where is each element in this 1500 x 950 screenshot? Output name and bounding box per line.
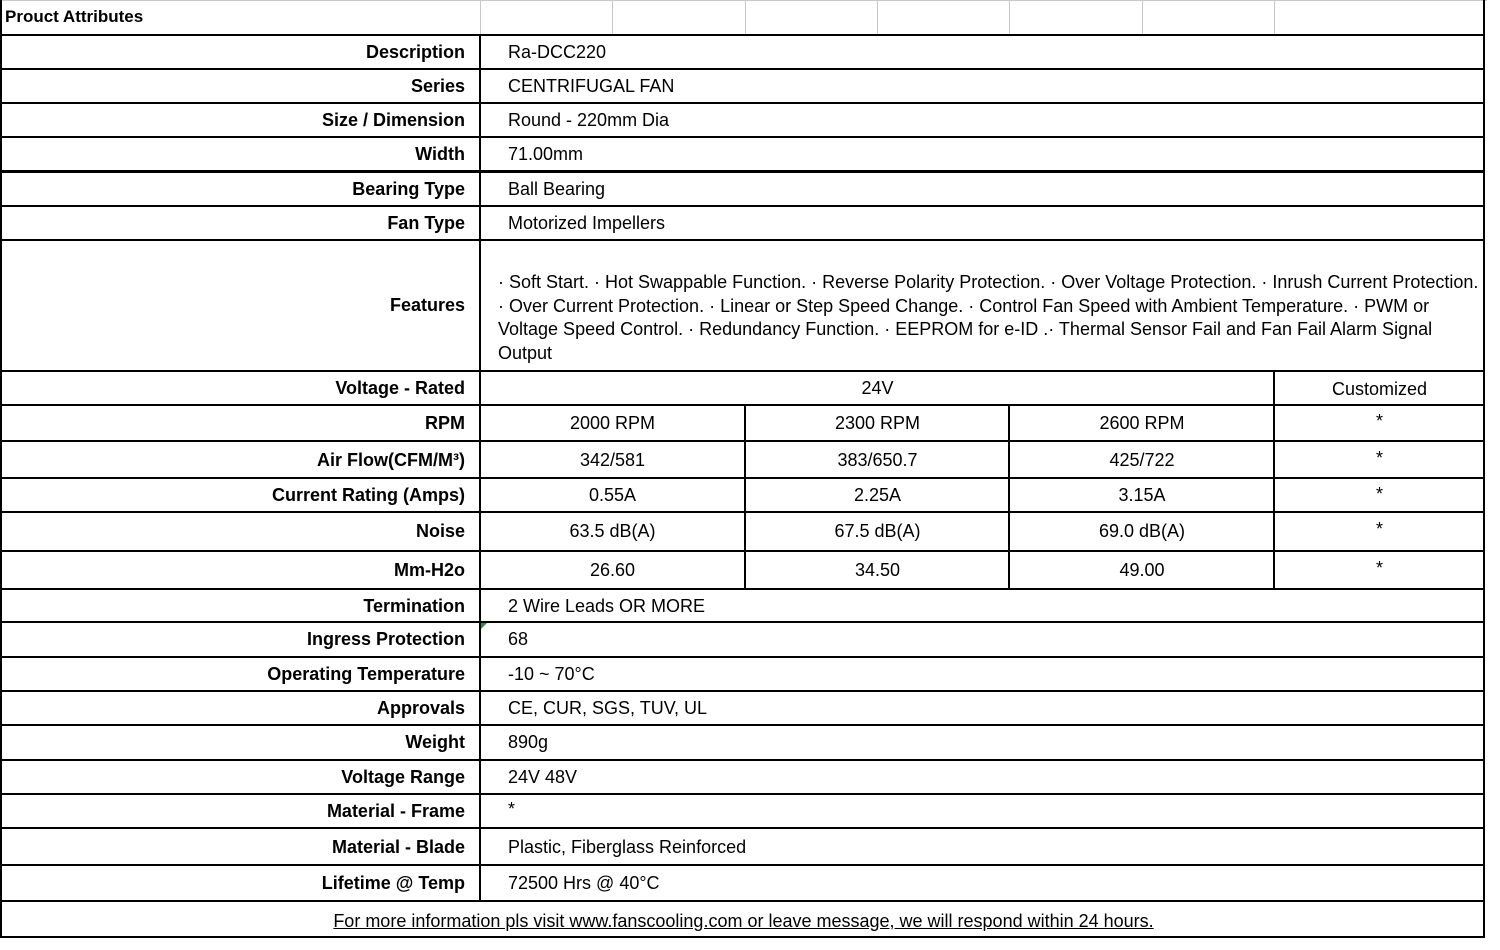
divider xyxy=(0,864,1485,866)
divider xyxy=(479,34,481,902)
row-label-ingress: Ingress Protection xyxy=(306,629,465,649)
row-value-series: CENTRIFUGAL FAN xyxy=(508,76,675,96)
divider xyxy=(0,900,1485,902)
row-value-lifetime: 72500 Hrs @ 40°C xyxy=(508,873,660,893)
row-value-op-temp: -10 ~ 70°C xyxy=(508,664,595,684)
row-value-material-blade: Plastic, Fiberglass Reinforced xyxy=(508,836,747,857)
divider xyxy=(0,68,1485,70)
voltage-rated-customized: Customized xyxy=(1331,379,1428,399)
row-label-series: Series xyxy=(410,76,465,96)
row-label-features: Features xyxy=(389,295,465,315)
rpm-col-3: 2600 RPM xyxy=(1099,413,1185,433)
divider xyxy=(612,0,613,34)
row-value-bearing: Ball Bearing xyxy=(508,179,606,199)
noise-col-1: 63.5 dB(A) xyxy=(569,521,656,541)
row-value-weight: 890g xyxy=(508,732,549,752)
row-label-voltage-rated: Voltage - Rated xyxy=(335,378,465,398)
row-label-fan-type: Fan Type xyxy=(387,213,465,233)
airflow-col-4: * xyxy=(1375,447,1383,468)
row-label-airflow: Air Flow(CFM/M³) xyxy=(317,449,465,470)
divider xyxy=(745,0,746,34)
current-col-2: 2.25A xyxy=(853,485,902,505)
divider xyxy=(0,936,1485,938)
row-value-approvals: CE, CUR, SGS, TUV, UL xyxy=(508,698,708,718)
airflow-col-2: 383/650.7 xyxy=(837,449,918,470)
divider xyxy=(0,477,1485,479)
divider xyxy=(0,588,1485,590)
row-label-width: Width xyxy=(415,144,465,164)
row-label-approvals: Approvals xyxy=(376,698,465,718)
divider xyxy=(0,550,1485,552)
divider xyxy=(0,170,1485,173)
row-value-description: Ra-DCC220 xyxy=(508,41,607,62)
mmh2o-col-3: 49.00 xyxy=(1119,559,1165,580)
mmh2o-col-4: * xyxy=(1375,557,1383,578)
divider xyxy=(0,0,1487,1)
row-label-voltage-range: Voltage Range xyxy=(341,767,465,787)
divider xyxy=(0,621,1485,623)
row-label-material-blade: Material - Blade xyxy=(331,836,465,857)
row-value-width: 71.00mm xyxy=(508,144,584,164)
divider xyxy=(0,793,1485,795)
divider xyxy=(1009,0,1010,34)
rpm-col-1: 2000 RPM xyxy=(569,413,656,433)
current-col-1: 0.55A xyxy=(588,485,637,505)
cell-comment-marker xyxy=(481,622,488,629)
row-label-op-temp: Operating Temperature xyxy=(267,664,465,684)
divider xyxy=(0,656,1485,658)
divider xyxy=(0,136,1485,138)
row-label-weight: Weight xyxy=(405,732,465,752)
divider xyxy=(0,440,1485,442)
current-col-4: * xyxy=(1375,484,1383,504)
divider xyxy=(0,34,1485,36)
row-value-termination: 2 Wire Leads OR MORE xyxy=(508,595,706,616)
divider xyxy=(1142,0,1143,34)
divider xyxy=(877,0,878,34)
mmh2o-col-2: 34.50 xyxy=(854,559,901,580)
divider xyxy=(0,205,1485,207)
noise-col-2: 67.5 dB(A) xyxy=(834,521,921,541)
divider xyxy=(0,690,1485,692)
divider xyxy=(0,827,1485,829)
row-label-description: Description xyxy=(365,41,465,62)
row-label-rpm: RPM xyxy=(425,413,465,433)
divider xyxy=(1008,405,1010,588)
rpm-col-2: 2300 RPM xyxy=(834,413,921,433)
current-col-3: 3.15A xyxy=(1118,485,1166,505)
divider xyxy=(0,0,2,938)
row-label-material-frame: Material - Frame xyxy=(326,801,465,821)
mmh2o-col-1: 26.60 xyxy=(589,559,636,580)
divider xyxy=(0,759,1485,761)
divider xyxy=(1274,0,1275,34)
row-value-size: Round - 220mm Dia xyxy=(508,110,670,130)
divider xyxy=(1483,0,1485,938)
row-label-termination: Termination xyxy=(363,595,465,616)
divider xyxy=(480,0,481,34)
airflow-col-1: 342/581 xyxy=(579,449,646,470)
row-value-voltage-range: 24V 48V xyxy=(508,767,578,787)
row-label-lifetime: Lifetime @ Temp xyxy=(321,873,465,893)
noise-col-3: 69.0 dB(A) xyxy=(1098,521,1186,541)
footer-link[interactable]: For more information pls visit www.fanscooling.com or leave message, we will respond within 24 hours. xyxy=(333,910,1154,931)
divider xyxy=(744,405,746,588)
row-value-features: · Soft Start. · Hot Swappable Function. · Reverse Polarity Protection. · Over Voltage Protection. · Inrush Current Protection. · Over Current Protection. · Linear or Step Speed Change. · Control Fan Speed with Ambient Temperature. · PWM or Voltage Speed Control. · Redundancy Function. · EEPROM for e-ID .· Thermal Sensor Fail and Fan Fail Alarm Signal Output xyxy=(498,272,1479,363)
row-label-noise: Noise xyxy=(415,521,465,541)
row-label-mmh2o: Mm-H2o xyxy=(394,559,465,580)
divider xyxy=(0,239,1485,241)
table-title: Prouct Attributes xyxy=(5,7,144,26)
row-label-bearing: Bearing Type xyxy=(352,179,465,199)
voltage-rated-24v: 24V xyxy=(861,378,894,398)
divider xyxy=(0,370,1485,372)
divider xyxy=(0,724,1485,726)
divider xyxy=(0,102,1485,104)
noise-col-4: * xyxy=(1375,519,1383,539)
rpm-col-4: * xyxy=(1375,411,1383,431)
row-label-size: Size / Dimension xyxy=(321,110,465,130)
row-value-fan-type: Motorized Impellers xyxy=(508,213,666,233)
row-value-material-frame: * xyxy=(508,799,516,819)
airflow-col-3: 425/722 xyxy=(1109,449,1175,470)
row-value-ingress: 68 xyxy=(508,629,529,649)
divider xyxy=(0,511,1485,513)
row-label-current: Current Rating (Amps) xyxy=(272,485,465,505)
divider xyxy=(0,404,1485,406)
